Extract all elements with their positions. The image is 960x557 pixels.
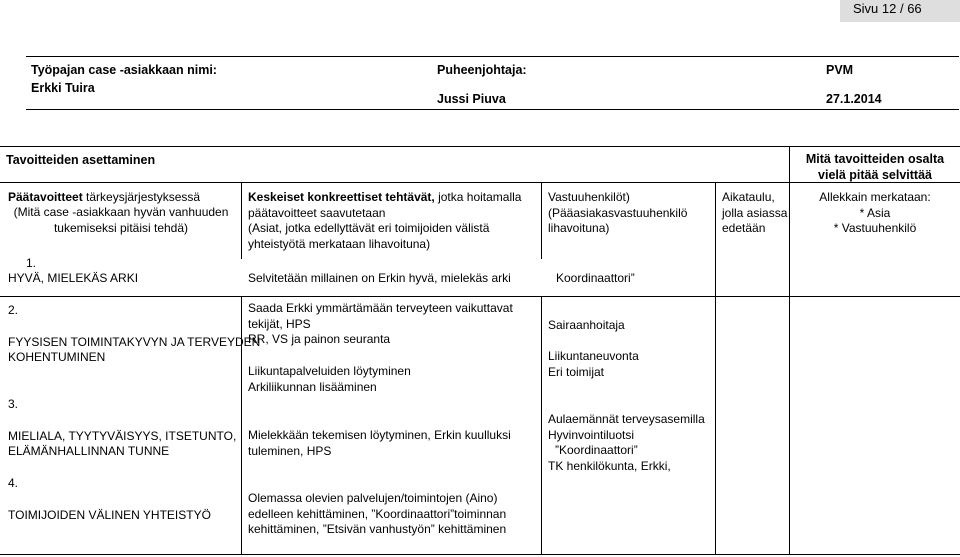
task-group-2: Liikuntapalveluiden löytyminen Arkiliikunnan lisääminen bbox=[248, 364, 411, 394]
responsible-column-header: Vastuuhenkilöt) (Pääasiakasvastuuhenkilö lihavoituna) bbox=[548, 190, 688, 235]
goal-item-4: 4. TOIMIJOIDEN VÄLINEN YHTEISTYÖ bbox=[8, 476, 211, 522]
goal-item-2: 2. FYYSISEN TOIMINTAKYVYN JA TERVEYDEN KOHENTUMINEN bbox=[8, 303, 261, 364]
task-group-4: Olemassa olevien palvelujen/toimintojen (Aino) edelleen kehittäminen, ”Koordinaattori”toiminnan kehittäminen, ”Etsivän vanhustyön” kehittäminen bbox=[248, 491, 507, 536]
chair-name: Jussi Piuva bbox=[437, 92, 506, 106]
col-divider-1 bbox=[241, 182, 242, 259]
responsible-group-2: Liikuntaneuvonta Eri toimijat bbox=[548, 349, 639, 379]
goal1-bottom-rule bbox=[0, 296, 960, 297]
task-group-1: Saada Erkki ymmärtämään terveyteen vaikuttavat tekijät, HPS RR, VS ja painon seuranta bbox=[248, 301, 513, 346]
goal1-responsible: Koordinaattori” bbox=[556, 271, 635, 285]
goal1-title: HYVÄ, MIELEKÄS ARKI bbox=[8, 271, 139, 285]
date-value: 27.1.2014 bbox=[826, 92, 882, 106]
page-number-box bbox=[840, 0, 960, 22]
case-label: Työpajan case -asiakkaan nimi: bbox=[31, 63, 217, 77]
col-divider-2 bbox=[541, 182, 542, 259]
goal1-task: Selvitetään millainen on Erkin hyvä, mielekäs arki bbox=[248, 271, 511, 285]
goal1-cell bbox=[26, 256, 36, 272]
header-top-rule bbox=[26, 56, 959, 57]
responsible-group-1: Sairaanhoitaja bbox=[548, 318, 625, 332]
tasks-column-header: Keskeiset konkreettiset tehtävät, jotka hoitamalla päätavoitteet saavutetaan (Asiat, jotka edellyttävät eri toimijoiden välistä yhteistyötä merkataan lihavoituna) bbox=[248, 190, 522, 251]
col-divider-3 bbox=[715, 182, 716, 296]
chair-label: Puheenjohtaja: bbox=[437, 63, 527, 77]
header-bottom-rule bbox=[26, 109, 959, 110]
schedule-column-header: Aikataulu, jolla asiassa edetään bbox=[722, 190, 788, 235]
notes-column-header: Allekkain merkataan: * Asia * Vastuuhenkilö bbox=[819, 190, 931, 235]
goal-item-3: 3. MIELIALA, TYYTYVÄISYYS, ITSETUNTO, ELÄMÄNHALLINNAN TUNNE bbox=[8, 397, 237, 458]
responsible-group-3: Aulaemännät terveysasemilla Hyvinvointiluotsi ”Koordinaattori” TK henkilökunta, Erkki, bbox=[548, 412, 705, 473]
goals-column-subheader: (Mitä case -asiakkaan hyvän vanhuuden tukemiseksi pitäisi tehdä) bbox=[13, 205, 229, 235]
goals-column-header: Päätavoitteet tärkeysjärjestyksessä bbox=[8, 190, 201, 204]
col-divider-2b bbox=[541, 296, 542, 554]
task-group-3: Mielekkään tekemisen löytyminen, Erkin kuulluksi tuleminen, HPS bbox=[248, 428, 511, 458]
table-bottom-rule bbox=[0, 554, 960, 555]
page-number: Sivu 12 / 66 bbox=[853, 1, 922, 16]
case-name: Erkki Tuira bbox=[31, 81, 95, 95]
section-title: Tavoitteiden asettaminen bbox=[6, 153, 156, 167]
notes-header: Mitä tavoitteiden osalta vielä pitää selvittää bbox=[805, 152, 945, 182]
date-label: PVM bbox=[826, 63, 854, 77]
col-divider-4b bbox=[789, 296, 790, 554]
table-top-rule bbox=[0, 146, 960, 147]
col-divider-3b bbox=[715, 296, 716, 554]
goal1-number: 1. bbox=[26, 256, 37, 270]
